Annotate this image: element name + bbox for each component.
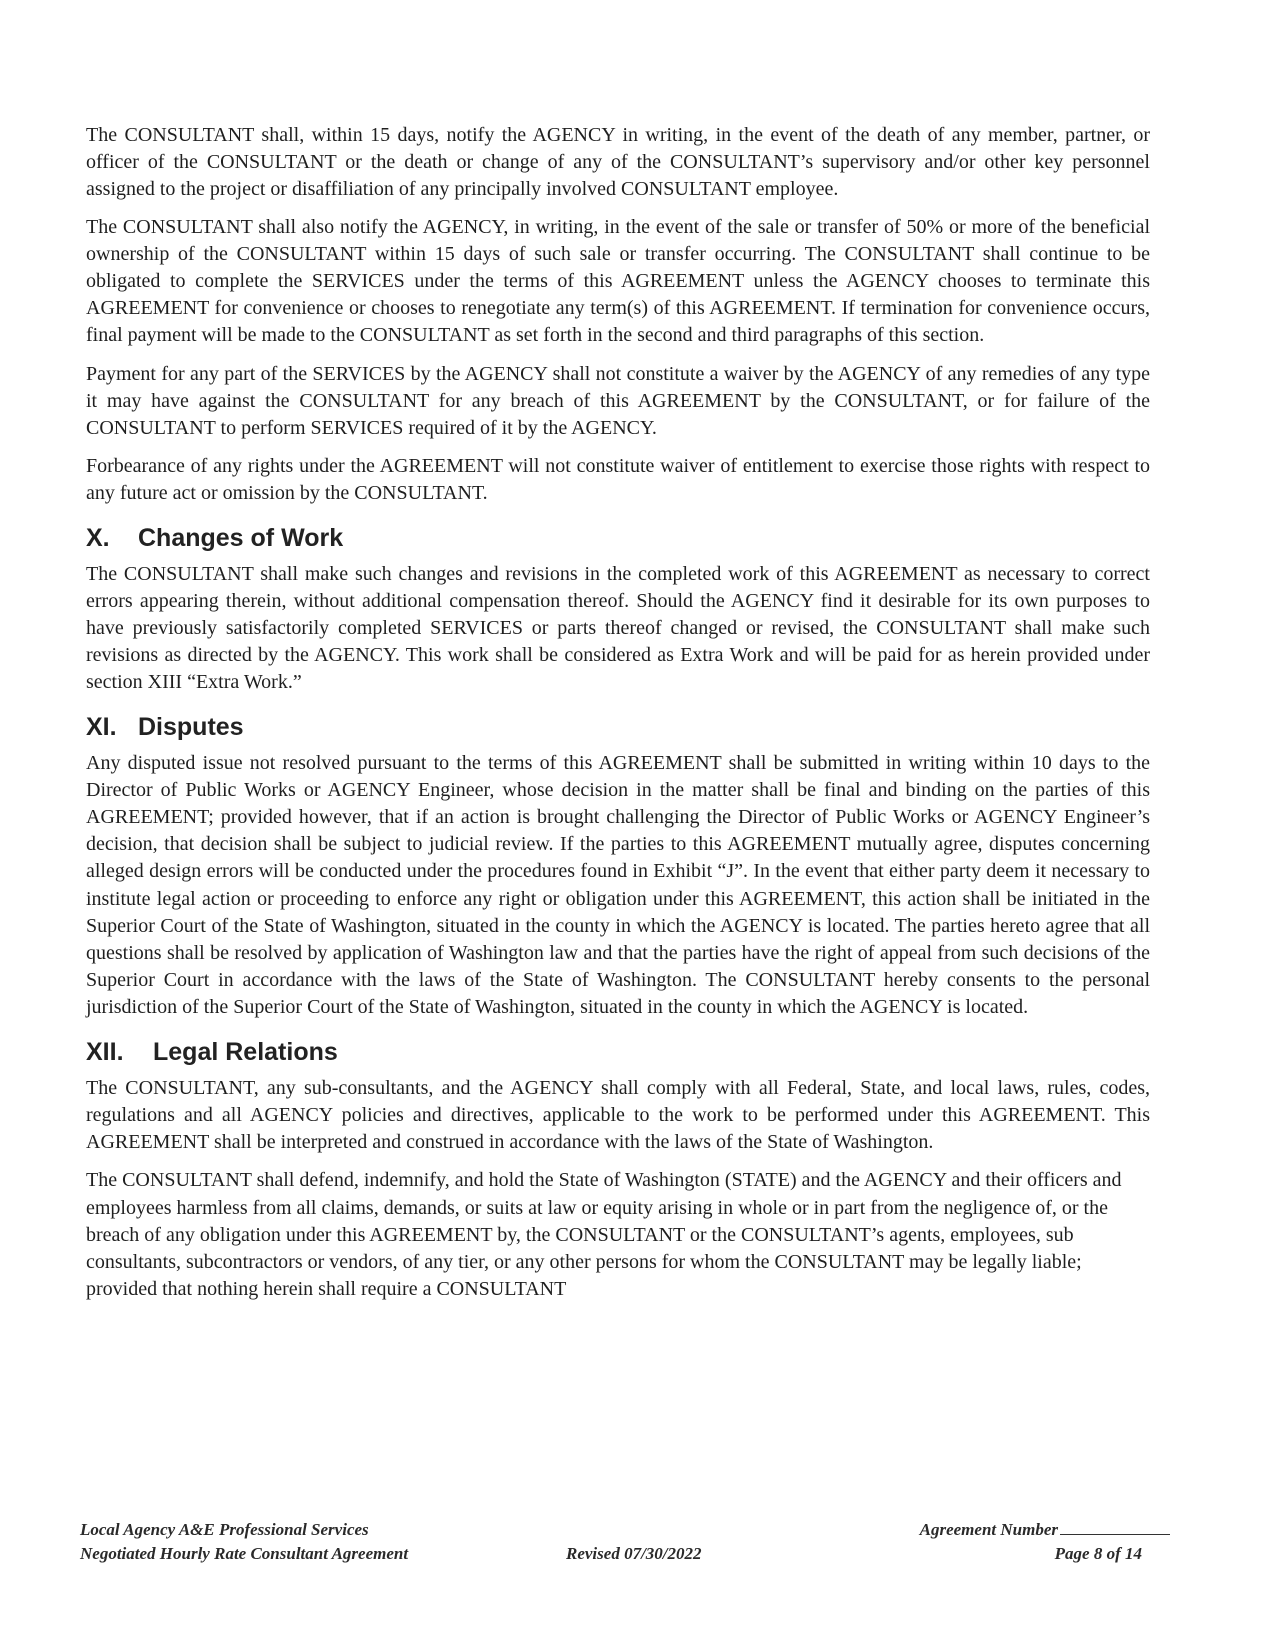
paragraph: The CONSULTANT shall also notify the AGENCY, in writing, in the event of the sale or transfer of 50% or more of the beneficial ownership of the CONSULTANT within 15 days of such sale or transfer occurring. The CONSULTANT shall continue to be obligated to complete the SERVICES under the terms of this AGREEMENT unless the AGENCY chooses to terminate this AGREEMENT for convenience or chooses to renegotiate any term(s) of this AGREEMENT. If termination for convenience occurs, final payment will be made to the CONSULTANT as set forth in the second and third paragraphs of this section. xyxy=(86,215,1150,347)
paragraph: The CONSULTANT shall make such changes and revisions in the completed work of this AGREEMENT as necessary to correct errors appearing therein, without additional compensation thereof. Should the AGENCY find it desirable for its own purposes to have previously satisfactorily completed SERVICES or parts thereof changed or revised, the CONSULTANT shall make such revisions as directed by the AGENCY. This work shall be considered as Extra Work and will be paid for as herein provided under section XIII “Extra Work.” xyxy=(86,562,1150,694)
paragraph: The CONSULTANT shall defend, indemnify, and hold the State of Washington (STATE) and the AGENCY and their officers and employees harmless from all claims, demands, or suits at law or equity arising in whole or in part from the negligence of, or the breach of any obligation under this AGREEMENT by, the CONSULTANT or the CONSULTANT’s agents, employees, sub consultants, subcontractors or vendors, of any tier, or any other persons for whom the CONSULTANT may be legally liable; provided that nothing herein shall require a CONSULTANT xyxy=(86,1169,1122,1301)
section-heading-disputes xyxy=(86,711,1150,743)
paragraph: Forbearance of any rights under the AGREEMENT will not constitute waiver of entitlement to exercise those rights with respect to any future act or omission by the CONSULTANT. xyxy=(86,455,1150,505)
paragraph: Any disputed issue not resolved pursuant to the terms of this AGREEMENT shall be submitted in writing within 10 days to the Director of Public Works or AGENCY Engineer, whose decision in the matter shall be final and binding on the parties of this AGREEMENT; provided however, that if an action is brought challenging the Director of Public Works or AGENCY Engineer’s decision, that decision shall be subject to judicial review. If the parties to this AGREEMENT mutually agree, disputes concerning alleged design errors will be conducted under the procedures found in Exhibit “J”. In the event that either party deem it necessary to institute legal action or proceeding to enforce any right or obligation under this AGREEMENT, this action shall be initiated in the Superior Court of the State of Washington, situated in the county in which the AGENCY is located. The parties hereto agree that all questions shall be resolved by application of Washington law and that the parties have the right of appeal from such decisions of the Superior Court in accordance with the laws of the State of Washington. The CONSULTANT hereby consents to the personal jurisdiction of the Superior Court of the State of Washington, situated in the county in which the AGENCY is located. xyxy=(86,751,1150,1019)
paragraph: Payment for any part of the SERVICES by the AGENCY shall not constitute a waiver by the AGENCY of any remedies of any type it may have against the CONSULTANT for any breach of this AGREEMENT by the CONSULTANT, or for failure of the CONSULTANT to perform SERVICES required of it by the AGENCY. xyxy=(86,362,1150,440)
section-number: X. xyxy=(86,523,110,552)
agreement-number-label: Agreement Number xyxy=(919,1520,1058,1539)
paragraph: The CONSULTANT shall, within 15 days, notify the AGENCY in writing, in the event of the death of any member, partner, or officer of the CONSULTANT or the death or change of any of the CONSULTANT’s supervisory and/or other key personnel assigned to the project or disaffiliation of any principally involved CONSULTANT employee. xyxy=(86,124,1150,201)
section-title: Changes of Work xyxy=(138,523,344,552)
paragraph: The CONSULTANT, any sub-consultants, and the AGENCY shall comply with all Federal, State, and local laws, rules, codes, regulations and all AGENCY policies and directives, applicable to the work to be performed under this AGREEMENT. This AGREEMENT shall be interpreted and construed in accordance with the laws of the State of Washington. xyxy=(86,1076,1150,1154)
footer-page-number: Page 8 of 14 xyxy=(1054,1544,1142,1563)
footer-agreement-type: Negotiated Hourly Rate Consultant Agreement xyxy=(80,1544,409,1563)
section-title: Disputes xyxy=(138,712,244,741)
section-title: Legal Relations xyxy=(153,1037,338,1066)
agreement-number-blank xyxy=(1060,1518,1170,1535)
footer-right xyxy=(880,1518,1170,1566)
document-page xyxy=(86,122,1150,1314)
section-number: XI. xyxy=(86,712,117,741)
section-heading-legal-relations xyxy=(86,1036,1150,1068)
section-heading-changes-of-work xyxy=(86,522,1150,554)
footer-agreement-number xyxy=(880,1518,1170,1542)
footer-agency-line: Local Agency A&E Professional Services xyxy=(80,1520,369,1539)
footer-left xyxy=(80,1518,408,1566)
footer-revised-date: Revised 07/30/2022 xyxy=(566,1544,702,1563)
section-number: XII. xyxy=(86,1037,124,1066)
